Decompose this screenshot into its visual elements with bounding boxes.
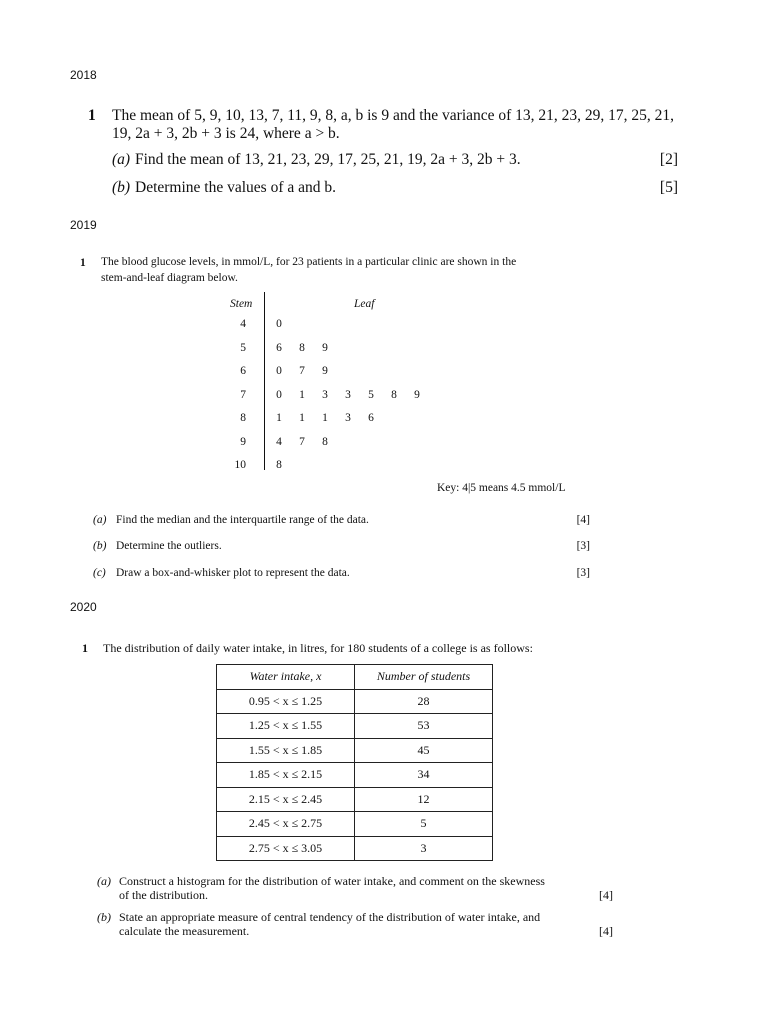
leaf-value: 9 <box>322 341 328 354</box>
table-row <box>217 836 493 861</box>
year-heading-2020: 2020 <box>70 600 97 614</box>
part-text: Draw a box-and-whisker plot to represent the data. <box>116 567 350 579</box>
stem-header: Stem <box>230 298 253 310</box>
stem-value: 6 <box>240 365 246 377</box>
marks: [2] <box>659 151 678 168</box>
question-number: 1 <box>88 107 96 124</box>
leaf-value: 0 <box>276 318 282 330</box>
leaf-value: 6 <box>368 412 374 424</box>
count-cell: 12 <box>355 787 493 812</box>
leaf-value: 9 <box>414 388 420 401</box>
leaf-value: 8 <box>276 459 282 471</box>
interval-cell: 2.45 < x ≤ 2.75 <box>217 812 355 837</box>
marks: [4] <box>576 514 590 526</box>
table-row <box>217 763 493 788</box>
interval-cell: 0.95 < x ≤ 1.25 <box>217 689 355 714</box>
part-label: (a) <box>112 151 131 168</box>
year-heading-2019: 2019 <box>70 218 97 232</box>
count-cell: 3 <box>355 836 493 861</box>
marks: [3] <box>576 540 590 552</box>
marks: [3] <box>576 567 590 579</box>
part-text-line-2: of the distribution. <box>119 888 208 902</box>
part-text-line-2: calculate the measurement. <box>119 924 250 938</box>
leaf-value: 3 <box>345 412 351 424</box>
leaf-value: 1 <box>322 412 328 424</box>
question-stem-line-2: 19, 2a + 3, 2b + 3 is 24, where a > b. <box>112 125 340 142</box>
water-intake-table <box>216 664 493 861</box>
part-label: (b) <box>112 179 131 196</box>
leaf-value: 7 <box>299 435 305 448</box>
leaf-value: 8 <box>299 341 305 354</box>
leaf-value: 6 <box>276 341 282 354</box>
part-text: Find the mean of 13, 21, 23, 29, 17, 25, 21, 19, 2a + 3, 2b + 3. <box>135 151 521 168</box>
part-text: Find the median and the interquartile range of the data. <box>116 514 369 526</box>
stem-value: 5 <box>240 341 246 354</box>
table-row <box>217 714 493 739</box>
leaf-value: 1 <box>299 388 305 401</box>
stem-divider-line <box>264 292 265 470</box>
column-header-water-intake: Water intake, x <box>217 665 355 690</box>
part-text-line-1: State an appropriate measure of central tendency of the distribution of water intake, and <box>119 910 541 924</box>
count-cell: 34 <box>355 763 493 788</box>
diagram-key: Key: 4|5 means 4.5 mmol/L <box>437 482 566 494</box>
count-cell: 53 <box>355 714 493 739</box>
leaf-value: 1 <box>276 412 282 424</box>
interval-cell: 1.55 < x ≤ 1.85 <box>217 738 355 763</box>
part-label: (b) <box>93 540 107 552</box>
leaf-value: 3 <box>322 388 328 401</box>
stem-value: 9 <box>240 435 246 448</box>
interval-cell: 1.85 < x ≤ 2.15 <box>217 763 355 788</box>
leaf-value: 5 <box>368 388 374 401</box>
marks: [5] <box>659 179 678 196</box>
part-label: (a) <box>93 514 107 526</box>
leaf-value: 3 <box>345 388 351 401</box>
interval-cell: 1.25 < x ≤ 1.55 <box>217 714 355 739</box>
stem-value: 8 <box>240 412 246 424</box>
question-number: 1 <box>82 641 88 655</box>
question-stem-line-2: stem-and-leaf diagram below. <box>101 272 238 284</box>
question-stem-line-1: The blood glucose levels, in mmol/L, for 23 patients in a particular clinic are shown in the <box>101 256 517 268</box>
leaf-value: 8 <box>391 388 397 401</box>
count-cell: 28 <box>355 689 493 714</box>
leaf-value: 0 <box>276 388 282 401</box>
marks: [4] <box>599 924 613 938</box>
leaf-value: 8 <box>322 435 328 448</box>
table-header-row <box>217 665 493 690</box>
marks: [4] <box>599 888 613 902</box>
stem-value: 7 <box>240 388 246 401</box>
leaf-value: 1 <box>299 412 305 424</box>
question-number: 1 <box>80 257 86 269</box>
leaf-header: Leaf <box>354 298 375 310</box>
table-row <box>217 812 493 837</box>
stem-value: 4 <box>240 318 246 330</box>
year-heading-2018: 2018 <box>70 68 97 82</box>
table-row <box>217 787 493 812</box>
table-row <box>217 738 493 763</box>
question-stem-line-1: The mean of 5, 9, 10, 13, 7, 11, 9, 8, a, b is 9 and the variance of 13, 21, 23, 29, 17, 25, 21, <box>112 107 675 124</box>
count-cell: 45 <box>355 738 493 763</box>
count-cell: 5 <box>355 812 493 837</box>
part-text: Determine the values of a and b. <box>135 179 336 196</box>
stem-value: 10 <box>234 459 246 471</box>
part-label: (b) <box>97 910 111 924</box>
column-header-number-of-students: Number of students <box>355 665 493 690</box>
part-text-line-1: Construct a histogram for the distribution of water intake, and comment on the skewness <box>119 874 545 888</box>
leaf-value: 0 <box>276 365 282 377</box>
leaf-value: 7 <box>299 365 305 377</box>
leaf-value: 9 <box>322 365 328 377</box>
part-label: (c) <box>93 567 106 579</box>
part-text: Determine the outliers. <box>116 540 222 552</box>
table-row <box>217 689 493 714</box>
interval-cell: 2.75 < x ≤ 3.05 <box>217 836 355 861</box>
leaf-value: 4 <box>276 435 282 448</box>
interval-cell: 2.15 < x ≤ 2.45 <box>217 787 355 812</box>
part-label: (a) <box>97 874 111 888</box>
question-stem: The distribution of daily water intake, in litres, for 180 students of a college is as follows: <box>103 641 533 655</box>
